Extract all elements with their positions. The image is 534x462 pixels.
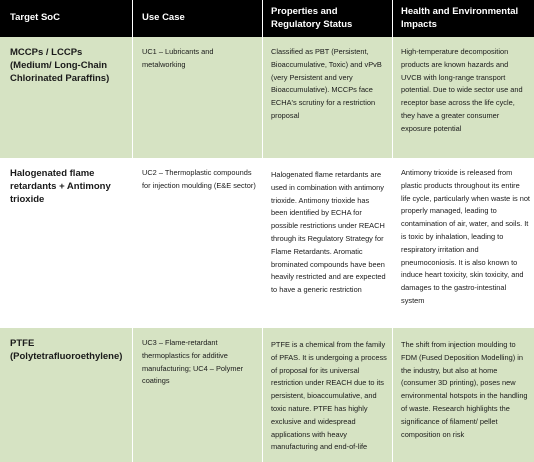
column-divider [392,0,393,462]
header-properties: Properties and Regulatory Status [271,6,353,30]
row-target: Halogenated flame retardants + Antimony trioxide [10,168,111,205]
table-header [0,0,534,37]
table-row [0,158,534,328]
row-target: PTFE (Polytetrafluoroethylene) [10,338,123,362]
table-row [0,328,534,462]
row-health: The shift from injection moulding to FDM (Fused Deposition Modelling) in the industry, but also at home (consumer 3D printing), poses new environmental hotspots in the handling of waste. Research highlights the significance of filament/ pellet composition on risk [401,340,528,439]
header-use-case: Use Case [142,12,185,23]
row-use-case: UC3 – Flame-retardant thermoplastics for additive manufacturing; UC4 – Polymer coatings [142,338,244,386]
row-target: MCCPs / LCCPs (Medium/ Long-Chain Chlorinated Paraffins) [10,47,110,84]
header-health-impacts: Health and Environmental Impacts [401,6,519,30]
table-row [0,37,534,158]
row-health: Antimony trioxide is released from plastic products throughout its entire life cycle, particularly when waste is not properly managed, leading to contamination of air, water, and soils. It is toxic by inhalation, leading to respiratory irritation and pneumoconiosis. It is also known to induce heart toxicity, skin toxicity, and damages to the gastro-intestinal system [401,168,530,305]
row-health: High-temperature decomposition products are known hazards and UVCB with long-range transport potential. Due to wide sector use and receptor base across the life cycle, they have a greater consumer exposure potential [401,47,523,133]
row-properties: Classified as PBT (Persistent, Bioaccumulative, Toxic) and vPvB (very Persistent and very Bioaccumulative). MCCPs face ECHA's scrutiny for a restriction proposal [271,47,382,120]
row-use-case: UC1 – Lubricants and metalworking [142,47,214,69]
row-use-case: UC2 – Thermoplastic compounds for injection moulding (E&E sector) [142,168,256,190]
column-divider [262,0,263,462]
column-divider [132,0,133,462]
row-properties: PTFE is a chemical from the family of PFAS. It is undergoing a process of proposal for its universal restriction under REACH due to its persistent, bioaccumulative, and toxic nature. PTFE has highly exclusive and widespread applications with heavy manufacturing and end-of-life [271,340,387,452]
row-properties: Halogenated flame retardants are used in combination with antimony trioxide. Antimony trioxide has been identified by ECHA for possible restrictions under REACH through its Regulatory Strategy for Flame Retardants. Aromatic brominated compounds have been heavily restricted and are expected to have a generic restriction [271,170,386,295]
header-target-soc: Target SoC [10,12,60,23]
